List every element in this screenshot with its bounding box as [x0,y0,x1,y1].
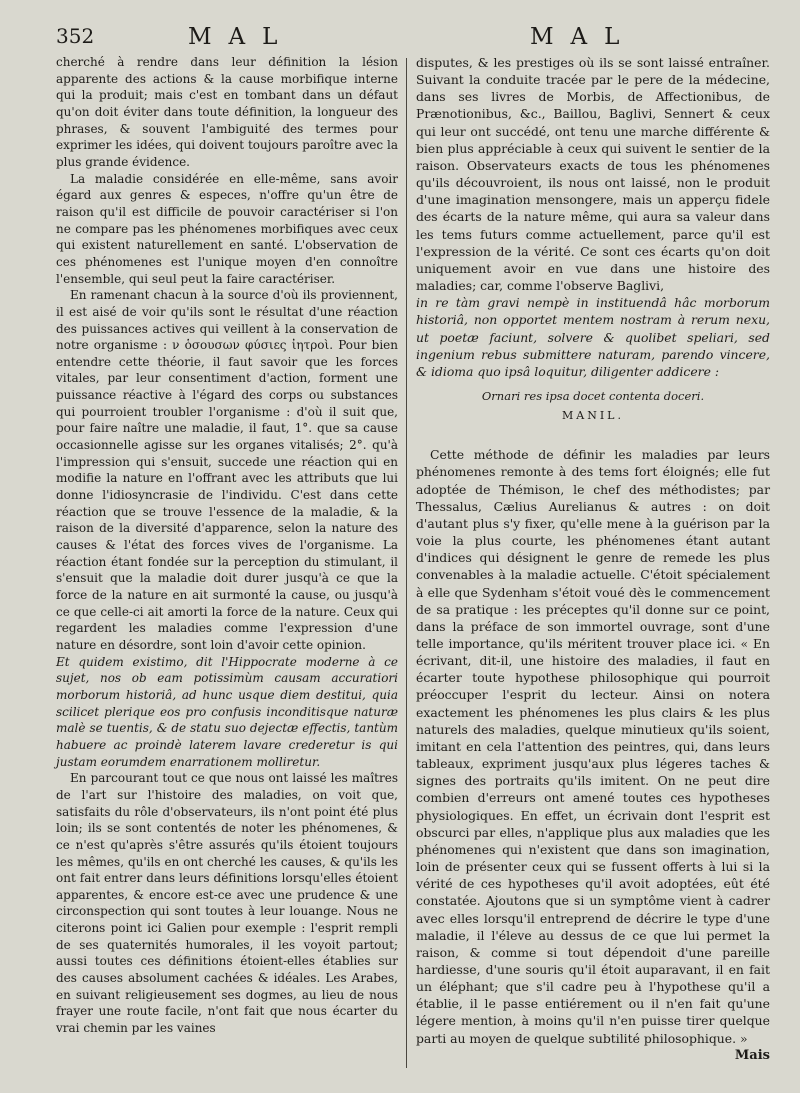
page-number: 352 [56,24,95,48]
running-head-right: MAL [530,24,637,50]
page-header [0,24,800,54]
column-divider [406,58,407,1068]
running-head-left: MAL [188,24,295,50]
paragraph: disputes, & les prestiges où ils se sont laissé entraîner. Suivant la conduite tracée par le pere de la médecine, dans ses livres de Morbis, de Affectionibus, de Prænotionibus, &c., Baillou, Baglivi, Sennert & ceux qui leur ont succédé, ont tenu une marche différente & bien plus appréciable à ceux qui suivent le sentier de la raison. Observateurs exacts de tous les phénomenes qu'ils découvroient, ils nous ont laissé, non le produit d'une imagination mensongere, mais un apperçu fidele des écarts de la nature même, qui aura sa valeur dans les tems futurs comme actuellement, parce qu'il est l'expression de la vérité. Ce sont ces écarts qu'on doit uniquement avoir en vue dans une histoire des maladies; car, comme l'observe Baglivi, [416,55,770,294]
catchword: Mais [734,1047,770,1063]
paragraph: En parcourant tout ce que nous ont laissé les maîtres de l'art sur l'histoire des maladies, on voit que, satisfaits du rôle d'observateurs, ils n'ont point été plus loin; ils se sont contentés de noter les phénomenes, & ce n'est qu'après s'être assurés qu'ils étoient toujours les mêmes, qu'ils en ont cherché les causes, & qu'ils les ont fait entrer dans leurs définitions lorsqu'elles étoient apparentes, & encore est-ce avec une prudence & une circonspection qui sont toutes à leur louange. Nous ne citerons point ici Galien pour exemple : l'esprit rempli de ses quaternités humorales, il les voyoit partout; aussi toutes ces définitions étoient-elles établies sur des causes absolument cachées & idéales. Les Arabes, en suivant religieusement ses dogmes, au lieu de nous frayer une route facile, n'ont fait que nous écarter du vrai chemin par les vaines [56,771,398,1036]
left-column [56,54,398,1037]
paragraph: La maladie considérée en elle-même, sans avoir égard aux genres & especes, n'offre qu'un être de raison qu'il est difficile de pouvoir caractériser si l'on ne compare pas les phénomenes morbifiques avec ceux qui existent naturellement en santé. L'observation de ces phénomenes est l'unique moyen d'en connoître l'ensemble, qui seul peut la faire caractériser. [56,171,398,286]
paragraph: Cette méthode de définir les maladies par leurs phénomenes remonte à des tems fort éloignés; elle fut adoptée de Thémison, le chef des méthodistes; par Thessalus, Cælius Aurelianus & autres : on doit d'autant plus s'y fixer, qu'elle mene à la guérison par la voie la plus courte, les phénomenes étant autant d'indices qui désignent le genre de remede les plus convenables à la maladie actuelle. C'étoit spécialement à elle que Sydenham s'étoit voué dès le commencement de sa pratique : les préceptes qu'il donne sur ce point, dans la préface de son immortel ouvrage, sont d'une telle importance, qu'ils méritent trouver place ici. « En écrivant, dit-il, une histoire des maladies, il faut en écarter toute hypothese philosophique qui pourroit préoccuper l'esprit du lecteur. Ainsi on notera exactement les phénomenes les plus clairs & les plus naturels des maladies, quelque minutieux qu'ils soient, imitant en cela l'attention des peintres, qui, dans leurs tableaux, expriment jusqu'aux plus légeres taches & signes des portraits qu'ils imitent. On ne peut dire combien d'erreurs ont amené toutes ces hypotheses physiologiques. En effet, un écrivain dont l'esprit est obscurci par elles, n'applique plus aux maladies que les phénomenes qui n'existent que dans son imagination, loin de présenter ceux qui se fussent offerts à lui si la vérité de ces hypotheses qu'il avoit adoptées, eût été constatée. Ajoutons que si un symptôme vient à cadrer avec elles lorsqu'il entreprend de décrire le type d'une maladie, il l'éleve au dessus de ce que lui permet la raison, & comme si tout dépendoit d'une pareille hardiesse, d'une souris qu'il étoit auparavant, il en fait un éléphant; que s'il cadre peu à l'hypothese qu'il a établie, il le passe entiérement ou il n'en fait qu'une légere mention, à moins qu'il n'en puisse tirer quelque parti au moyen de quelque subtilité philosophique. » [416,447,770,1046]
latin-quotation: Et quidem existimo, dit l'Hippocrate moderne à ce sujet, nos ob eam potissimùm causam accuratiori morborum historiâ, ad hunc usque diem destitui, quia scilicet plerique eos pro confusis inconditisque naturæ malè se tuentis, & de statu suo dejectæ effectis, tantùm habuere ac proindè laterem lavare crederetur is qui justam eorumdem enarrationem molliretur. [56,654,398,769]
latin-quotation: in re tàm gravi nempè in instituendâ hâc morborum historiâ, non opportet mentem nostram à rerum nexu, ut poetæ faciunt, solvere & quolibet speliari, sed ingenium rebus submittere naturam, parendo vincere, & idioma quo ipsâ loquitur, diligenter addicere : [416,295,770,379]
right-column [416,54,770,1064]
epigraph-author: MANIL. [562,409,624,423]
epigraph-quote: Ornari res ipsa docet contenta doceri. [481,388,705,403]
paragraph: En ramenant chacun à la source d'où ils proviennent, il est aisé de voir qu'ils sont le résultat d'une réaction des puissances actives qui veillent à la conservation de notre organisme : ν ὁσουσων φύσιες ἰητροὶ. Pour bien entendre cette théorie, il faut savoir que les forces vitales, par leur consentiment d'action, forment une puissance réactive à l'égard des corps ou substances qui pourroient troubler l'organisme : d'où il suit que, pour faire naître une maladie, il faut, 1°. que sa cause occasionnelle agisse sur les organes vitalisés; 2°. qu'à l'impression qui s'ensuit, succede une réaction qui en modifie la nature en l'offrant avec les attributs que lui donne l'idiosyncrasie de l'individu. C'est dans cette réaction que se trouve l'essence de la maladie, & la raison de la diversité d'apparence, selon la nature des causes & l'état des forces vives de l'organisme. La réaction étant fondée sur la perception du stimulant, il s'ensuit que la maladie doit durer jusqu'à ce que la force de la nature en ait surmonté la cause, ou jusqu'à ce que celle-ci ait amorti la force de la nature. Ceux qui regardent les maladies comme l'expression d'une nature en désordre, sont loin d'avoir cette opinion. [56,288,398,652]
paragraph: cherché à rendre dans leur définition la lésion apparente des actions & la cause morbifique interne qui la produit; mais c'est en tombant dans un défaut qu'on doit éviter dans toute définition, la longueur des phrases, & souvent l'ambiguité des termes pour exprimer les idées, qui doivent toujours paroître avec la plus grande évidence. [56,55,398,169]
